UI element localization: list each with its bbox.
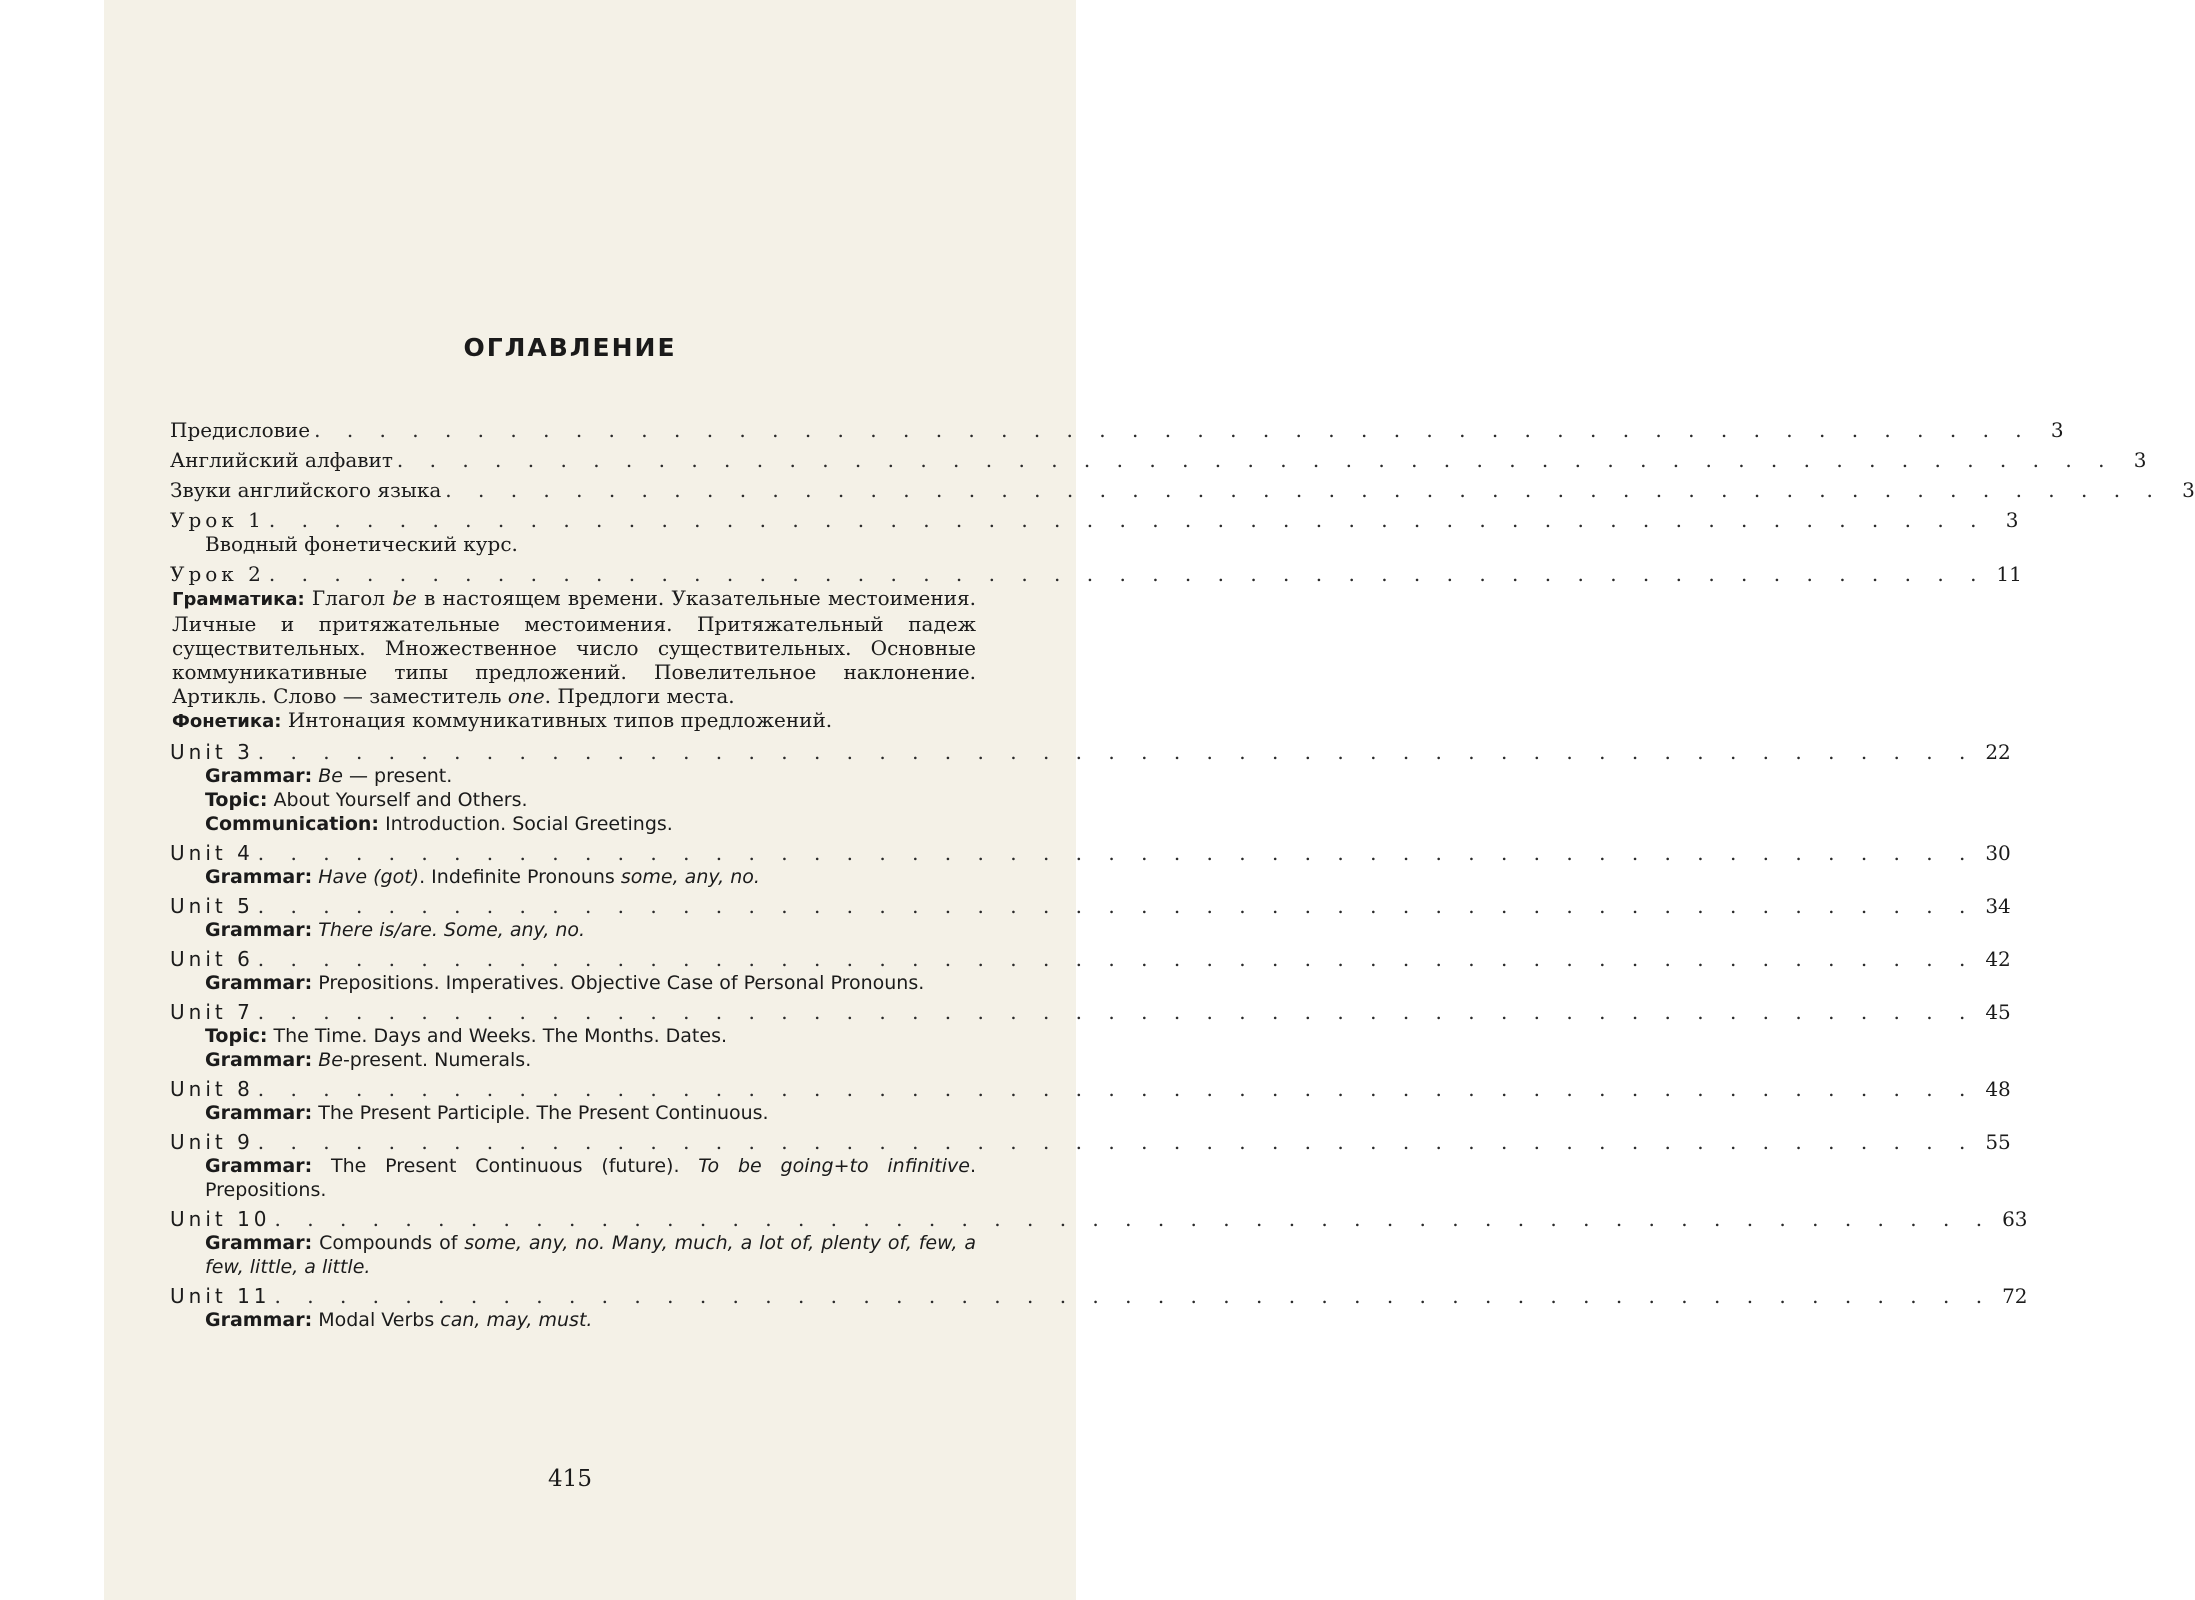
leader-dots: . . . . . . . . . . . . . . . . . . . . . . . . . . . . . . . . . . . . . . . . . . . . . . . . . . . . . — [257, 1000, 1976, 1024]
grammar-text: в настоящем времени. Указательные местоимения. Личные и притяжательные местоимения. Притяжательный падеж существительных. Множественное число существительных. Основные коммуникативные типы предложений. Повелительное наклонение. Артикль. Слово — заместитель — [172, 586, 976, 708]
grammar-line — [170, 1231, 976, 1279]
entry-page: 42 — [1985, 947, 2011, 971]
entry-page: 3 — [2005, 508, 2019, 532]
grammar-line — [170, 764, 976, 788]
entry-page: 34 — [1985, 894, 2011, 918]
communication-text: Introduction. Social Greetings. — [385, 813, 673, 835]
grammar-text: The Present Participle. The Present Continuous. — [318, 1102, 769, 1124]
topic-key: Topic: — [205, 1025, 268, 1047]
grammar-key: Grammar: — [205, 1049, 313, 1071]
grammar-text: . Indefinite Pronouns — [419, 866, 621, 888]
page-number: 415 — [548, 1466, 592, 1492]
grammar-italic: Have (got) — [318, 866, 420, 888]
entry-label: Английский алфавит — [170, 448, 393, 472]
grammar-key: Grammar: — [205, 1102, 313, 1124]
entry-label: Звуки английского языка — [170, 478, 442, 502]
toc-entry-sounds — [170, 478, 2195, 502]
toc-entry-unit-6 — [170, 947, 2011, 995]
grammar-key: Grammar: — [205, 1309, 313, 1331]
leader-dots: . . . . . . . . . . . . . . . . . . . . . . . . . . . . . . . . . . . . . . . . . . . . . . . . . . . . . — [257, 947, 1976, 971]
entry-label: Урок 2 — [170, 562, 265, 586]
leader-dots: . . . . . . . . . . . . . . . . . . . . . . . . . . . . . . . . . . . . . . . . . . . . . . . . . . . . . — [257, 841, 1976, 865]
grammar-text: Modal Verbs — [318, 1309, 441, 1331]
grammar-italic: Be — [318, 765, 343, 787]
entry-page: 3 — [2133, 448, 2147, 472]
grammar-key: Grammar: — [205, 866, 313, 888]
leader-dots: . . . . . . . . . . . . . . . . . . . . . . . . . . . . . . . . . . . . . . . . . . . . . . . . . . . . . — [268, 562, 1987, 586]
grammar-key: Grammar: — [205, 919, 313, 941]
leader-dots: . . . . . . . . . . . . . . . . . . . . . . . . . . . . . . . . . . . . . . . . . . . . . . . . . . . . . — [274, 1284, 1993, 1308]
grammar-text: -present. Numerals. — [342, 1049, 532, 1071]
grammar-italic: be — [392, 586, 417, 610]
grammar-line — [170, 1308, 976, 1332]
grammar-line — [170, 1048, 976, 1072]
topic-key: Topic: — [205, 789, 268, 811]
entry-page: 55 — [1985, 1130, 2011, 1154]
grammar-text: The Present Continuous (future). — [330, 1155, 699, 1177]
grammar-text: Глагол — [311, 586, 393, 610]
toc-entry-unit-9 — [170, 1130, 2011, 1202]
grammar-line — [170, 971, 976, 995]
grammar-line — [170, 586, 976, 708]
grammar-key: Grammar: — [205, 1155, 313, 1177]
entry-page: 22 — [1985, 740, 2011, 764]
phonetics-line — [170, 708, 976, 734]
grammar-text: . Prepositions. — [205, 1155, 977, 1201]
entry-label: Unit 3 — [170, 740, 254, 764]
grammar-italic: To be going+to infinitive — [698, 1155, 970, 1177]
toc-entry-unit-3 — [170, 740, 2011, 836]
entry-label: Unit 8 — [170, 1077, 254, 1101]
grammar-line — [170, 918, 976, 942]
leader-dots: . . . . . . . . . . . . . . . . . . . . . . . . . . . . . . . . . . . . . . . . . . . . . . . . . . . . . — [445, 478, 2163, 502]
entry-page: 63 — [2002, 1207, 2028, 1231]
toc-entry-lesson-1 — [170, 508, 2019, 556]
toc-entry-lesson-2 — [170, 562, 2022, 734]
entry-page: 30 — [1985, 841, 2011, 865]
grammar-text: . Предлоги места. — [544, 684, 735, 708]
toc-entry-unit-7 — [170, 1000, 2011, 1072]
entry-page: 48 — [1985, 1077, 2011, 1101]
communication-key: Communication: — [205, 813, 380, 835]
entry-page: 11 — [1996, 562, 2022, 586]
grammar-key: Grammar: — [205, 1232, 313, 1254]
grammar-key: Grammar: — [205, 972, 313, 994]
entry-page: 72 — [2002, 1284, 2028, 1308]
grammar-text: Compounds of — [319, 1232, 465, 1254]
communication-line — [170, 812, 976, 836]
toc-entry-unit-8 — [170, 1077, 2011, 1125]
grammar-italic: There is/are. Some, any, no. — [318, 919, 586, 941]
entry-label: Unit 4 — [170, 841, 254, 865]
leader-dots: . . . . . . . . . . . . . . . . . . . . . . . . . . . . . . . . . . . . . . . . . . . . . . . . . . . . . — [268, 508, 1987, 532]
leader-dots: . . . . . . . . . . . . . . . . . . . . . . . . . . . . . . . . . . . . . . . . . . . . . . . . . . . . . — [396, 448, 2115, 472]
entry-page: 3 — [2050, 418, 2064, 442]
entry-page: 3 — [2182, 478, 2195, 502]
grammar-text: Prepositions. Imperatives. Objective Case of Personal Pronouns. — [318, 972, 925, 994]
toc-entry-unit-5 — [170, 894, 2011, 942]
toc-entry-unit-11 — [170, 1284, 2028, 1332]
topic-line — [170, 788, 976, 812]
entry-label: Unit 10 — [170, 1207, 271, 1231]
grammar-italic: some, any, no. — [620, 866, 760, 888]
toc-entry-unit-4 — [170, 841, 2011, 889]
entry-label: Unit 7 — [170, 1000, 254, 1024]
leader-dots: . . . . . . . . . . . . . . . . . . . . . . . . . . . . . . . . . . . . . . . . . . . . . . . . . . . . . — [314, 418, 2032, 442]
phonetics-text: Интонация коммуникативных типов предложений. — [287, 708, 833, 732]
entry-label: Unit 5 — [170, 894, 254, 918]
page-title: ОГЛАВЛЕНИЕ — [463, 333, 677, 362]
entry-label: Unit 9 — [170, 1130, 254, 1154]
leader-dots: . . . . . . . . . . . . . . . . . . . . . . . . . . . . . . . . . . . . . . . . . . . . . . . . . . . . . — [257, 894, 1976, 918]
entry-label: Unit 6 — [170, 947, 254, 971]
grammar-text: — present. — [342, 765, 453, 787]
entry-description: Вводный фонетический курс. — [205, 532, 518, 556]
leader-dots: . . . . . . . . . . . . . . . . . . . . . . . . . . . . . . . . . . . . . . . . . . . . . . . . . . . . . — [257, 740, 1976, 764]
grammar-key: Grammar: — [205, 765, 313, 787]
toc-entry-unit-10 — [170, 1207, 2028, 1279]
grammar-line — [170, 1154, 976, 1202]
grammar-key: Грамматика: — [172, 589, 305, 610]
toc-entry-preface — [170, 418, 2064, 442]
grammar-italic: one — [507, 684, 545, 708]
grammar-line — [170, 1101, 976, 1125]
grammar-italic: can, may, must. — [440, 1309, 593, 1331]
leader-dots: . . . . . . . . . . . . . . . . . . . . . . . . . . . . . . . . . . . . . . . . . . . . . . . . . . . . . — [274, 1207, 1993, 1231]
entry-label: Урок 1 — [170, 508, 265, 532]
leader-dots: . . . . . . . . . . . . . . . . . . . . . . . . . . . . . . . . . . . . . . . . . . . . . . . . . . . . . — [257, 1077, 1976, 1101]
leader-dots: . . . . . . . . . . . . . . . . . . . . . . . . . . . . . . . . . . . . . . . . . . . . . . . . . . . . . — [257, 1130, 1976, 1154]
grammar-italic: Be — [318, 1049, 343, 1071]
entry-label: Предисловие — [170, 418, 311, 442]
table-of-contents — [170, 418, 2195, 1337]
entry-page: 45 — [1985, 1000, 2011, 1024]
phonetics-key: Фонетика: — [172, 711, 282, 732]
topic-text: About Yourself and Others. — [273, 789, 528, 811]
entry-label: Unit 11 — [170, 1284, 271, 1308]
toc-entry-alphabet — [170, 448, 2147, 472]
grammar-line — [170, 865, 976, 889]
topic-text: The Time. Days and Weeks. The Months. Dates. — [273, 1025, 728, 1047]
topic-line — [170, 1024, 976, 1048]
grammar-italic: some, any, no. Many, much, a lot of, plenty of, few, a few, little, a little. — [205, 1232, 977, 1278]
